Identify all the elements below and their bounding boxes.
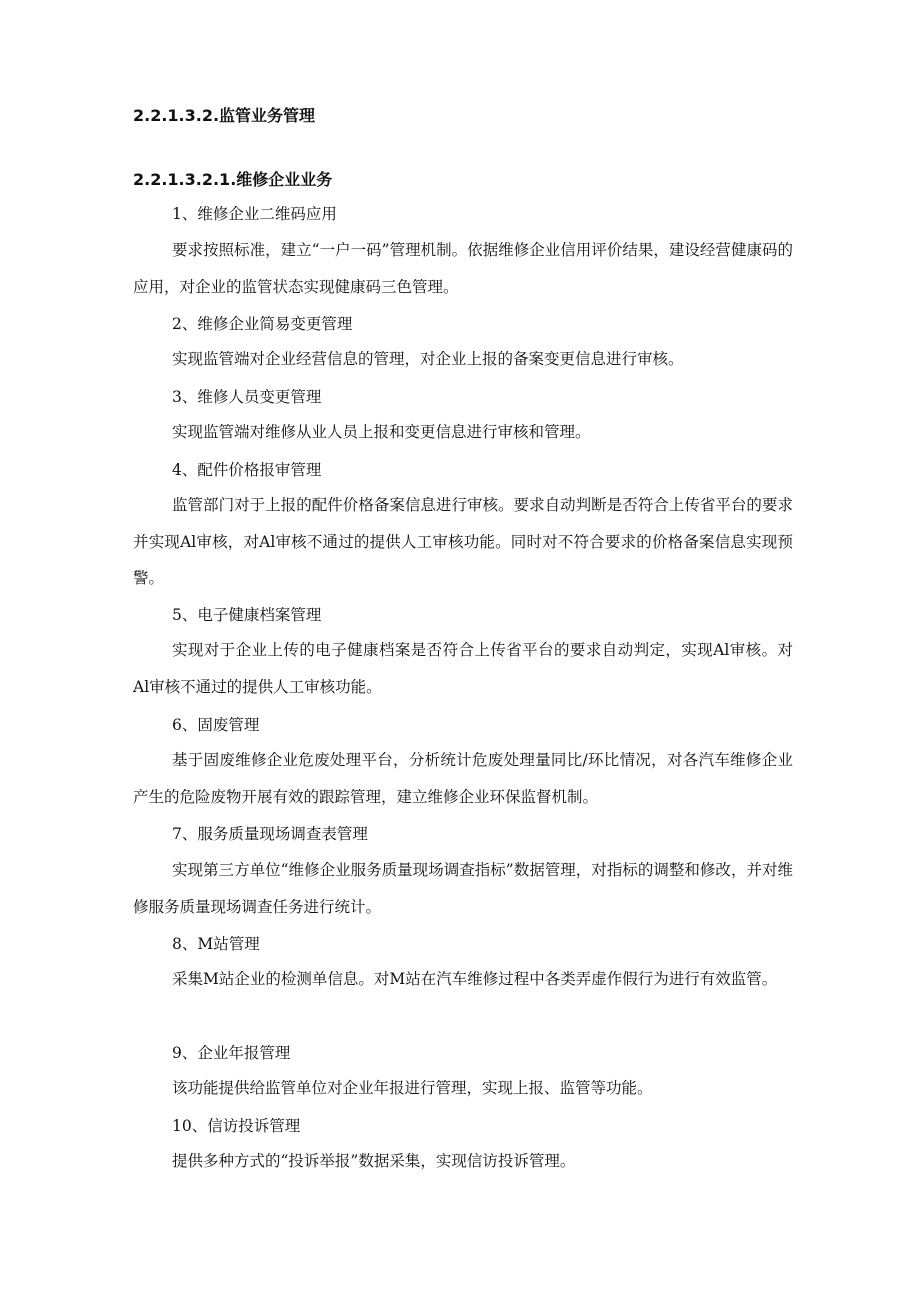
item-paragraph: 实现监管端对企业经营信息的管理，对企业上报的备案变更信息进行审核。 [172,350,684,368]
item-paragraph: 基于固废维修企业危废处理平台，分析统计危废处理量同比/环比情况，对各汽车维修企业产生的危险废物开展有效的跟踪管理，建立维修企业环保监督机制。 [133,751,793,806]
item-paragraph: 采集M站企业的检测单信息。对M站在汽车维修过程中各类弄虚作假行为进行有效监管。 [172,970,778,988]
item-paragraph: 监管部门对于上报的配件价格备案信息进行审核。要求自动判断是否符合上传省平台的要求并实现Al审核，对Al审核不通过的提供人工审核功能。同时对不符合要求的价格备案信息实现预警。 [133,496,793,587]
item-paragraph: 实现第三方单位“维修企业服务质量现场调查指标”数据管理，对指标的调整和修改，并对维修服务质量现场调查任务进行统计。 [133,861,793,916]
item-paragraph: 提供多种方式的“投诉举报”数据采集，实现信访投诉管理。 [172,1152,576,1170]
item-paragraph: 要求按照标准，建立“一户一码”管理机制。依据维修企业信用评价结果，建设经营健康码的应用，对企业的监管状态实现健康码三色管理。 [133,241,793,296]
item-title: 7、服务质量现场调查表管理 [172,825,368,843]
item-title: 4、配件价格报审管理 [172,461,322,479]
item-paragraph: 该功能提供给监管单位对企业年报进行管理，实现上报、监管等功能。 [172,1079,653,1097]
item-title: 8、M站管理 [172,935,260,953]
item-paragraph: 实现对于企业上传的电子健康档案是否符合上传省平台的要求自动判定，实现Al审核。对Al审核不通过的提供人工审核功能。 [133,641,793,696]
item-title: 2、维修企业简易变更管理 [172,315,353,333]
item-title: 9、企业年报管理 [172,1044,291,1062]
item-title: 6、固废管理 [172,716,260,734]
section-heading: 2.2.1.3.2.监管业务管理 [133,106,316,125]
subsection-heading: 2.2.1.3.2.1.维修企业业务 [133,170,333,189]
item-paragraph: 实现监管端对维修从业人员上报和变更信息进行审核和管理。 [172,423,591,441]
item-title: 5、电子健康档案管理 [172,606,322,624]
item-title: 3、维修人员变更管理 [172,388,322,406]
item-title: 10、信访投诉管理 [172,1117,301,1135]
item-title: 1、维修企业二维码应用 [172,205,337,223]
